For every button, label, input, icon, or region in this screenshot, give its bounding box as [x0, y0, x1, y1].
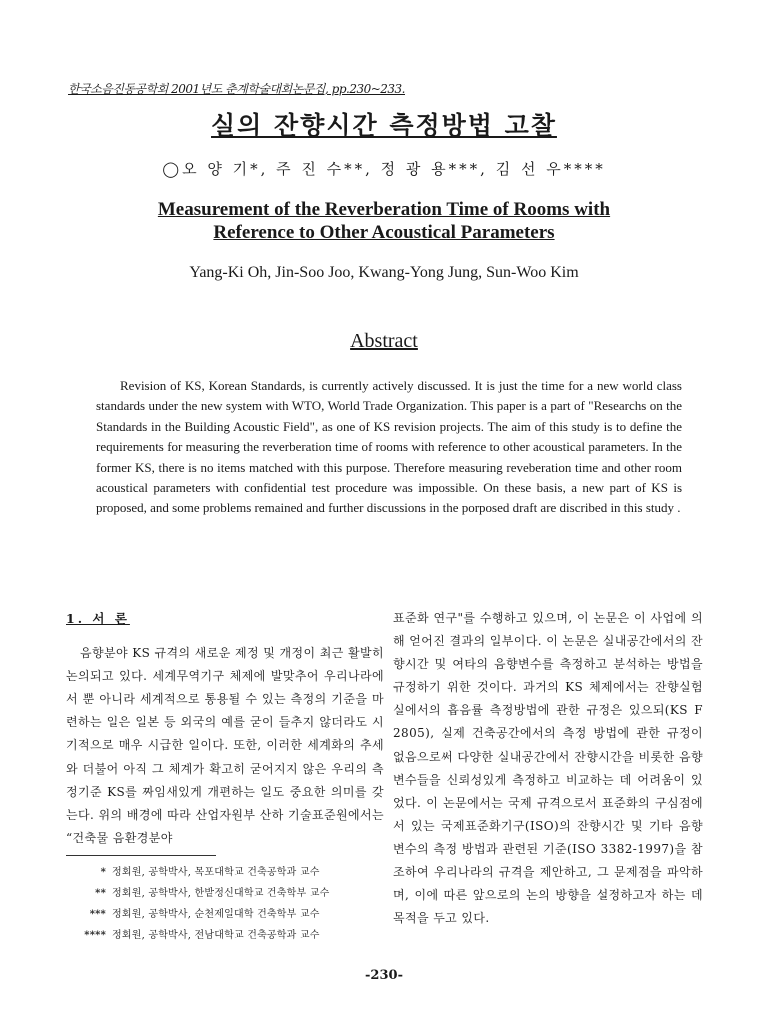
- footnote-mark: **: [95, 888, 106, 899]
- korean-title: 실의 잔향시간 측정방법 고찰: [211, 111, 557, 140]
- footnote-text: 정회원, 공학박사, 목포대학교 건축공학과 교수: [112, 867, 320, 878]
- korean-authors: ◯오 양 기*, 주 진 수**, 정 광 용***, 김 선 우****: [162, 160, 606, 178]
- english-title-line-2: Reference to Other Acoustical Parameters: [213, 222, 555, 243]
- abstract-heading: Abstract: [350, 330, 418, 352]
- footnote-text: 정회원, 공학박사, 한밭정신대학교 건축학부 교수: [112, 888, 330, 899]
- english-authors: Yang-Ki Oh, Jin-Soo Joo, Kwang-Yong Jung, Sun-Woo Kim: [189, 264, 579, 281]
- intro-paragraph-right: 표준화 연구"를 수행하고 있으며, 이 논문은 이 사업에 의해 얻어진 결과의 일부이다. 이 논문은 실내공간에서의 잔향시간 및 여타의 음향변수를 측정하고 분석하는 방법을 규정하기 위한 것이다. 과거의 KS 체제에서는 잔향실험실에서의 흡음률 측정방법에 관한 규정은 있으되(KS F 2805), 실제 건축공간에서의 측정 방법에 관한 규정이 없음으로써 다양한 실내공간에서 잔향시간을 비롯한 음향변수들을 신뢰성있게 측정하고 비교하는 데 어려움이 있었다. 이 논문에서는 국제 규격으로서 표준화의 구심점에 서 있는 국제표준화기구(ISO)의 잔향시간 및 기타 음향변수의 측정 방법과 관련된 기준(ISO 3382-1997)을 참조하여 우리나라의 규격을 제안하고, 그 문제점을 파악하며, 이에 따른 앞으로의 논의 방향을 설정하고자 하는 데 목적을 두고 있다.: [393, 611, 703, 926]
- footnote-text: 정회원, 공학박사, 순천제일대학 건축학부 교수: [112, 909, 320, 920]
- right-column: [393, 607, 703, 930]
- page-number: -230-: [365, 968, 403, 983]
- footnote-item: [66, 862, 384, 883]
- abstract-body: Revision of KS, Korean Standards, is currently actively discussed. It is just the time for a new world class standards under the new system with WTO, World Trade Organization. This paper is a part of "Researchs on the Standards in the Building Acoustic Field", as one of KS revision projects. The aim of this study is to define the requirements for measuring the reverberation time of rooms with reference to other acoustical parameters. In the former KS, there is no items matched with this purpose. Therefore measuring reveberation time and other room acoustical parameters with confidential test procedure was impossible. On these basis, a new part of KS is proposed, and some problems remained and further discussions in the porposed draft are discribed in this study .: [96, 378, 682, 516]
- footnotes: [66, 862, 384, 946]
- left-column: [66, 607, 384, 850]
- footnote-mark: ***: [89, 909, 106, 920]
- footnote-mark: *: [100, 867, 106, 878]
- english-title: [0, 198, 768, 244]
- footnote-divider: [66, 855, 216, 856]
- footnote-mark: ****: [84, 930, 106, 941]
- intro-paragraph-left: 음향분야 KS 규격의 새로운 제정 및 개정이 최근 활발히 논의되고 있다. 세계무역기구 체제에 발맞추어 우리나라에서 뿐 아니라 세계적으로 통용될 수 있는 측정의 기준을 마련하는 일은 일본 등 외국의 예를 굳이 들추지 않더라도 시기적으로 매우 시급한 일이다. 또한, 이러한 세계화의 추세와 더불어 아직 그 체계가 확고히 굳어지지 않은 우리의 측정기준 KS를 짜임새있게 개편하는 일도 중요한 의미를 갖는다. 위의 배경에 따라 산업자원부 산하 기술표준원에서는 “건축물 음환경분야: [66, 646, 384, 845]
- journal-citation: 한국소음진동공학회 2001년도 춘계학술대회논문집, pp.230~233.: [68, 82, 405, 96]
- english-title-line-1: Measurement of the Reverberation Time of Rooms with: [157, 199, 611, 220]
- section-heading: 1. 서 론: [66, 611, 130, 626]
- footnote-item: [66, 883, 384, 904]
- footnote-text: 정회원, 공학박사, 전남대학교 건축공학과 교수: [112, 930, 320, 941]
- footnote-item: [66, 925, 384, 946]
- footnote-item: [66, 904, 384, 925]
